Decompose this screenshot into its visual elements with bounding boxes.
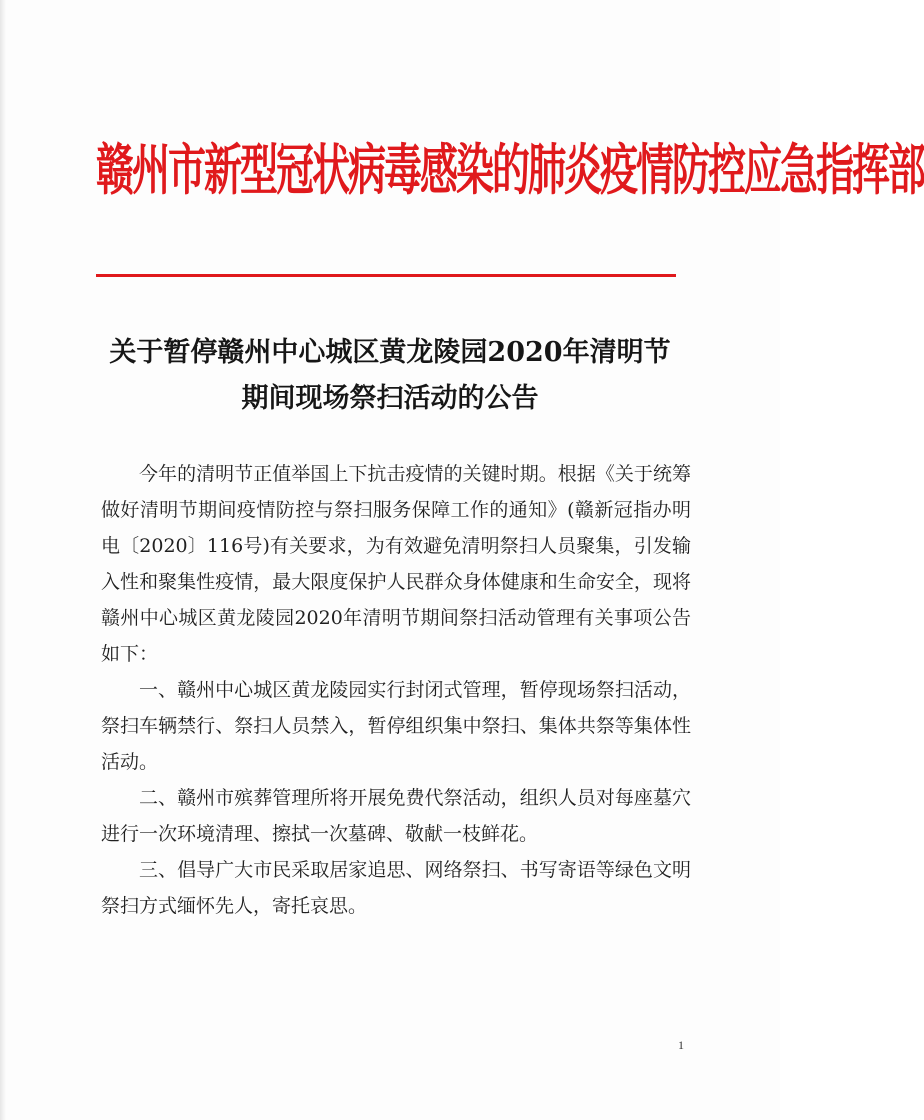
paragraph-intro: 今年的清明节正值举国上下抗击疫情的关键时期。根据《关于统筹做好清明节期间疫情防控与祭扫服务保障工作的通知》(赣新冠指办明电〔2020〕116号)有关要求，为有效避免清明祭扫人员聚集，引发输入性和聚集性疫情，最大限度保护人民群众身体健康和生命安全，现将赣州中心城区黄龙陵园2020年清明节期间祭扫活动管理有关事项公告如下：: [101, 463, 691, 665]
paragraph-item-1: 一、赣州中心城区黄龙陵园实行封闭式管理，暂停现场祭扫活动，祭扫车辆禁行、祭扫人员禁入，暂停组织集中祭扫、集体共祭等集体性活动。: [101, 679, 691, 773]
scan-edge-shadow: [0, 0, 6, 1120]
red-divider-line: [96, 274, 676, 277]
document-title: [60, 330, 720, 422]
announcement-body: [101, 456, 691, 924]
paragraph-item-3: 三、倡导广大市民采取居家追思、网络祭扫、书写寄语等绿色文明祭扫方式缅怀先人，寄托哀思。: [101, 859, 691, 917]
issuer-header: 赣州市新型冠状病毒感染的肺炎疫情防控应急指挥部: [96, 136, 924, 202]
title-line-2: 期间现场祭扫活动的公告: [241, 383, 539, 414]
paragraph-item-2: 二、赣州市殡葬管理所将开展免费代祭活动，组织人员对每座墓穴进行一次环境清理、擦拭一次墓碑、敬献一枝鲜花。: [101, 787, 691, 845]
title-line-1: 关于暂停赣州中心城区黄龙陵园2020年清明节: [109, 337, 671, 368]
page-number: 1: [678, 1038, 684, 1052]
